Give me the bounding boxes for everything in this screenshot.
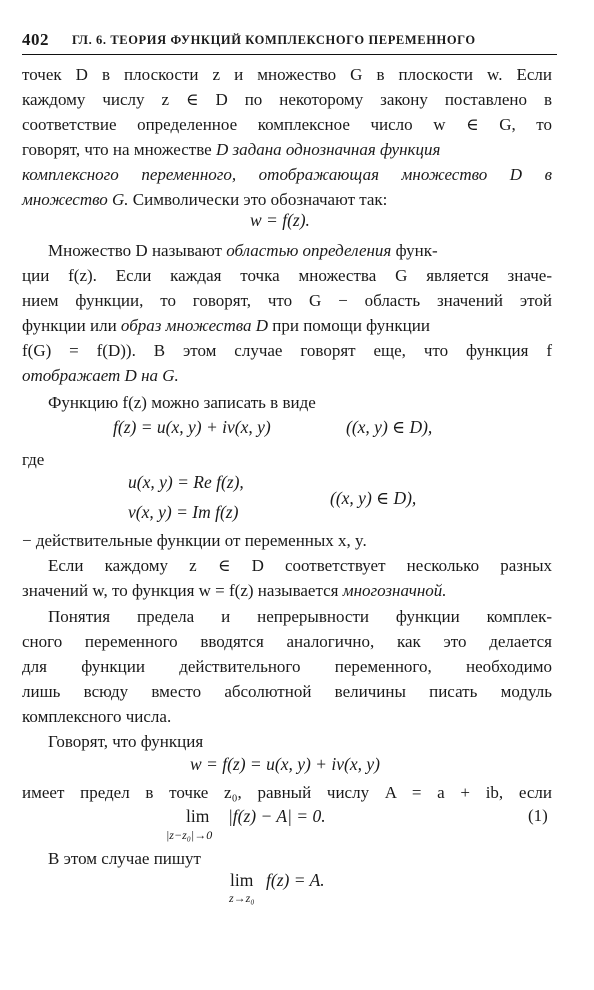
text-run: Символически это обозначают так: bbox=[128, 190, 388, 209]
equation-imag-part: v(x, y) = Im f(z) bbox=[128, 502, 239, 522]
equation-number: (1) bbox=[528, 806, 548, 825]
text-run: значений w, то функция w = f(z) называется bbox=[22, 581, 343, 600]
text-line: соответствие определенное комплексное число w ∈ G, то bbox=[22, 115, 552, 134]
text-line: нием функции, то говорят, что G − область значений этой bbox=[22, 291, 552, 310]
text-run: Множество D называют bbox=[48, 241, 227, 260]
text-line: комплексного числа. bbox=[22, 707, 172, 726]
text-line: Если каждому z ∈ D соответствует несколько разных bbox=[48, 556, 552, 575]
text-run: говорят, что на множестве bbox=[22, 140, 216, 159]
text-line: сного переменного вводятся аналогично, как это делается bbox=[22, 632, 552, 651]
equation-w-uv: w = f(z) = u(x, y) + iv(x, y) bbox=[190, 754, 380, 774]
text-line: ции f(z). Если каждая точка множества G является значе- bbox=[22, 266, 552, 285]
text-line: Функцию f(z) можно записать в виде bbox=[48, 393, 316, 412]
lim-subscript: |z−z₀|→0 bbox=[166, 828, 213, 842]
emphasis: областью определения bbox=[226, 241, 392, 260]
text-line: f(G) = f(D)). В этом случае говорят еще, что функция f bbox=[22, 341, 552, 360]
text-run: при помощи функции bbox=[268, 316, 430, 335]
equation-decomposition: f(z) = u(x, y) + iv(x, y) bbox=[113, 417, 271, 437]
equation-domain: ((x, y) ∈ D), bbox=[330, 488, 417, 508]
text-line: для функции действительного переменного, необходимо bbox=[22, 657, 552, 676]
text-line: где bbox=[22, 450, 45, 469]
lim-operator: lim bbox=[230, 870, 254, 890]
equation-domain: ((x, y) ∈ D), bbox=[346, 417, 433, 437]
emphasis: множество G. bbox=[22, 190, 129, 209]
emphasis-line: отображает D на G. bbox=[22, 366, 179, 385]
text-line: имеет предел в точке z₀, равный числу A = a + ib, если bbox=[22, 783, 552, 802]
emphasis: образ множества D bbox=[120, 316, 269, 335]
text-line: В этом случае пишут bbox=[48, 849, 201, 868]
text-line: лишь всюду вместо абсолютной величины писать модуль bbox=[22, 682, 552, 701]
page-number: 402 bbox=[22, 30, 49, 49]
emphasis-line: комплексного переменного, отображающая множество D в bbox=[22, 165, 552, 184]
equation-limit: f(z) = A. bbox=[266, 870, 325, 890]
equation-1: |f(z) − A| = 0. bbox=[228, 806, 326, 826]
emphasis: многозначной. bbox=[342, 581, 447, 600]
emphasis: D задана однозначная функция bbox=[215, 140, 441, 159]
equation-real-part: u(x, y) = Re f(z), bbox=[128, 472, 244, 492]
text-line: каждому числу z ∈ D по некоторому закону поставлено в bbox=[22, 90, 552, 109]
lim-subscript: z→z₀ bbox=[229, 891, 255, 905]
text-line: Говорят, что функция bbox=[48, 732, 204, 751]
text-run: функ- bbox=[391, 241, 438, 260]
text-line: − действительные функции от переменных x, y. bbox=[22, 531, 367, 550]
text-run: функции или bbox=[22, 316, 121, 335]
text-line: Понятия предела и непрерывности функции комплек- bbox=[48, 607, 552, 626]
equation-w-fz: w = f(z). bbox=[250, 210, 310, 230]
text-line: точек D в плоскости z и множество G в плоскости w. Если bbox=[22, 65, 552, 84]
running-title: ГЛ. 6. ТЕОРИЯ ФУНКЦИЙ КОМПЛЕКСНОГО ПЕРЕМЕННОГО bbox=[72, 33, 476, 47]
lim-operator: lim bbox=[186, 806, 210, 826]
